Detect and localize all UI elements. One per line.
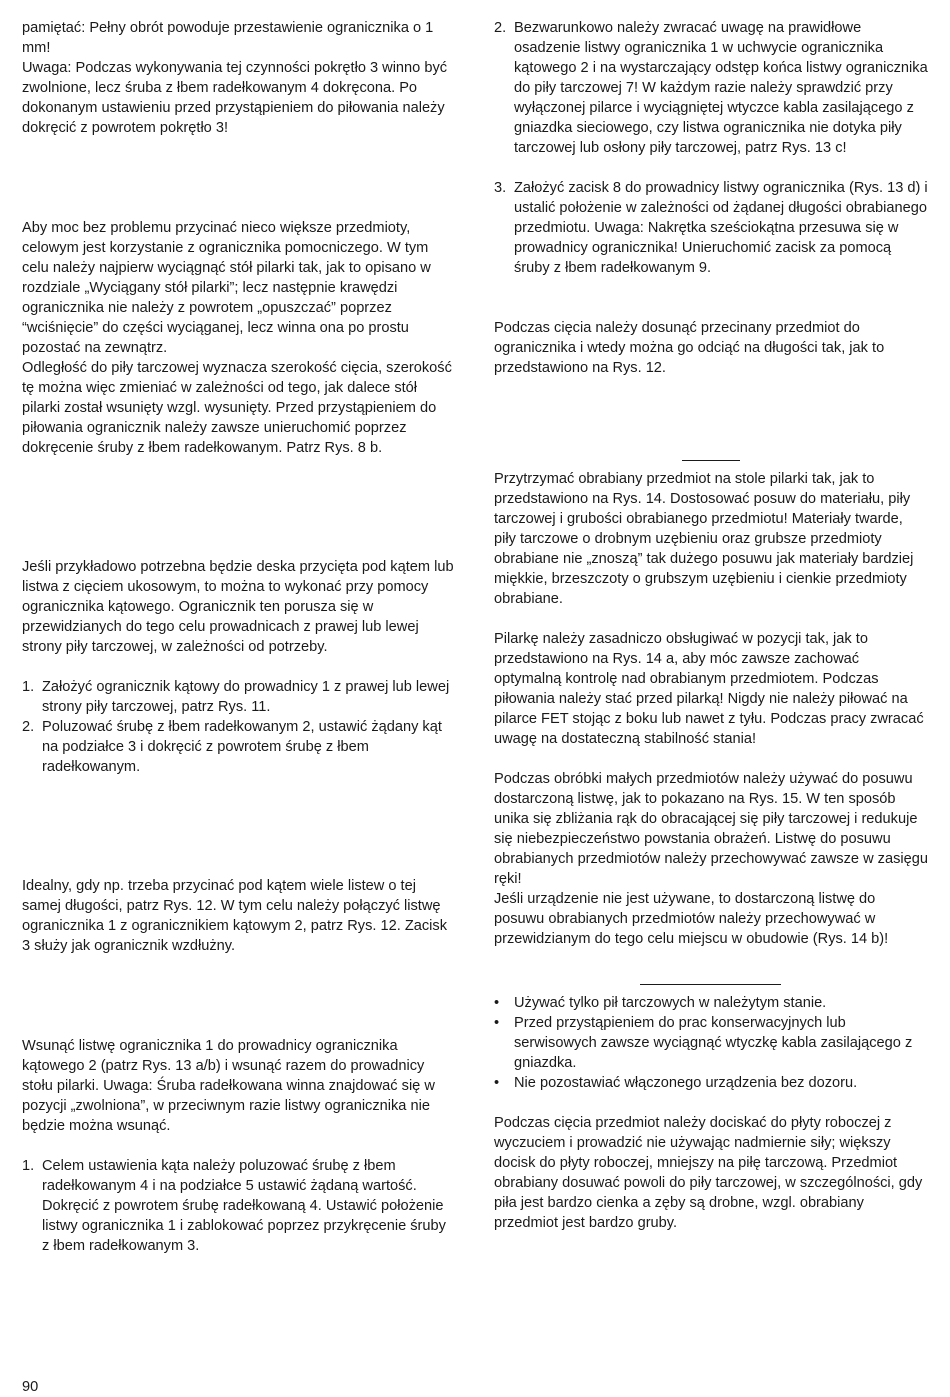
list-text: Poluzować śrubę z łbem radełkowanym 2, ustawić żądany kąt na podziałce 3 i dokręcić z powrotem śrubę z łbem radełkowanym.	[42, 719, 442, 775]
list-number: 3.	[494, 180, 507, 196]
numbered-list	[22, 677, 456, 777]
list-item	[494, 178, 928, 278]
paragraph: Idealny, gdy np. trzeba przycinać pod kątem wiele listew o tej samej długości, patrz Rys. 12. W tym celu należy połączyć listwę ogranicznika 1 z ogranicznikiem kątowym 2, patrz Rys. 12. Zacisk 3 służy jak ogranicznik wzdłużny.	[22, 878, 448, 954]
bullet-item	[494, 1073, 928, 1093]
list-number: 2.	[494, 20, 507, 36]
bullet-item	[494, 993, 928, 1013]
bullet-list	[494, 993, 928, 1093]
section-divider	[682, 460, 740, 461]
list-number: 1.	[22, 1158, 35, 1174]
section-divider	[640, 984, 781, 985]
bullet-icon: •	[494, 1015, 500, 1031]
paragraph: Podczas cięcia należy dosunąć przecinany przedmiot do ogranicznika i wtedy można go odciąć na długości tak, jak to przedstawiono na Rys. 12.	[494, 320, 885, 376]
text-block-mitre-gauge	[22, 557, 456, 777]
list-text: Celem ustawienia kąta należy poluzować śrubę z łbem radełkowanym 4 i na podziałce 5 ustawić żądaną wartość. Dokręcić z powrotem śrubę radełkowaną 4. Ustawić położenie listwy ogranicznika 1 i zablokować poprzez przykręcenie śruby z łbem radełkowanym 3.	[42, 1158, 446, 1254]
paragraph: Uwaga: Podczas wykonywania tej czynności pokrętło 3 winno być zwolnione, lecz śruba z łbem radełkowanym 4 dokręcona. Po dokonanym ustawieniu przed przystąpieniem do piłowania należy dokręcić z powrotem pokrętło 3!	[22, 60, 448, 136]
list-number: 2.	[22, 719, 35, 735]
numbered-list	[494, 18, 928, 278]
list-item	[22, 717, 456, 777]
bullet-item	[494, 1013, 928, 1073]
bullet-text: Używać tylko pił tarczowych w należytym stanie.	[514, 995, 827, 1011]
list-item	[22, 1156, 456, 1256]
paragraph: Podczas cięcia przedmiot należy dociskać do płyty roboczej z wyczuciem i prowadzić nie używając nadmiernie siły; większy docisk do płyty roboczej, mniejszy na piłę tarczową. Przedmiot obrabiany dosuwać powoli do piły tarczowej, w szczególności, gdy piła jest bardzo cienka a zęby są drobne, wzgl. obrabiany przedmiot jest bardzo gruby.	[494, 1115, 923, 1231]
list-text: Założyć zacisk 8 do prowadnicy listwy ogranicznika (Rys. 13 d) i ustalić położenie w zależności od żądanej długości obrabianego przedmiotu. Uwaga: Nakrętka sześciokątna przesuwa się w prowadnicy ogranicznika! Unieruchomić zacisk za pomocą śruby z łbem radełkowanym 9.	[514, 180, 928, 276]
text-block-cutting	[494, 318, 928, 378]
list-item	[494, 18, 928, 158]
page-number: 90	[22, 1379, 39, 1395]
text-block-length-stop	[22, 876, 456, 956]
bullet-icon: •	[494, 995, 500, 1011]
paragraph: Pilarkę należy zasadniczo obsługiwać w pozycji tak, jak to przedstawiono na Rys. 14 a, aby móc zawsze zachować optymalną kontrolę nad obrabianym przedmiotem. Podczas piłowania należy stać przed pilarką! Nigdy nie należy piłować na pilarce FET stojąc z boku lub nawet z tyłu. Podczas pracy zwracać uwagę na dostateczną stabilność stania!	[494, 631, 924, 747]
list-item	[22, 677, 456, 717]
text-block-adjustment-note	[22, 18, 456, 138]
list-number: 1.	[22, 679, 35, 695]
paragraph: Podczas obróbki małych przedmiotów należy używać do posuwu dostarczoną listwę, jak to pokazano na Rys. 15. W ten sposób unika się zbliżania rąk do obracającej się piły tarczowej i redukuje się niebezpieczeństwo powstania obrażeń. Listwę do posuwu obrabianych przedmiotów należy przechowywać zawsze w zasięgu ręki!	[494, 771, 928, 887]
text-block-safety	[494, 993, 928, 1233]
paragraph: Aby moc bez problemu przycinać nieco większe przedmioty, celowym jest korzystanie z ogranicznika pomocniczego. W tym celu należy najpierw wyciągnąć stół pilarki tak, jak to opisano w rozdziale „Wyciągany stół pilarki”; lecz następnie krawędzi ogranicznika nie należy z powrotem „opuszczać” poprzez “wciśnięcie” do części wyciąganej, lecz winna ona po prostu pozostać na zewnątrz.	[22, 220, 431, 356]
text-block-feed	[494, 469, 928, 949]
bullet-text: Przed przystąpieniem do prac konserwacyjnych lub serwisowych zawsze wyciągnąć wtyczkę kabla zasilającego z gniazdka.	[514, 1015, 913, 1071]
paragraph: pamiętać: Pełny obrót powoduje przestawienie ogranicznika o 1 mm!	[22, 20, 434, 56]
numbered-list	[22, 1156, 456, 1256]
paragraph: Jeśli przykładowo potrzebna będzie deska przycięta pod kątem lub listwa z cięciem ukosowym, to można to wykonać przy pomocy ogranicznika kątowego. Ogranicznik ten porusza się w przewidzianych do tego celu prowadnicach z prawej lub lewej strony piły tarczowej, w zależności od potrzeby.	[22, 559, 454, 655]
bullet-text: Nie pozostawiać włączonego urządzenia bez dozoru.	[514, 1075, 858, 1091]
list-text: Założyć ogranicznik kątowy do prowadnicy 1 z prawej lub lewej strony piły tarczowej, patrz Rys. 11.	[42, 679, 450, 715]
text-block-fence-insertion	[22, 1036, 456, 1256]
list-text: Bezwarunkowo należy zwracać uwagę na prawidłowe osadzenie listwy ogranicznika 1 w uchwycie ogranicznika kątowego 2 i na wystarczający odstęp końca listwy ogranicznika do piły tarczowej 7! W każdym razie należy sprawdzić przy wyłączonej pilarce i wyciągniętej wtyczce kabla zasilającego z gniazdka sieciowego, czy listwa ogranicznika nie dotyka piły tarczowej lub osłony piły tarczowej, patrz Rys. 13 c!	[514, 20, 928, 156]
text-block-auxiliary-fence	[22, 218, 456, 458]
paragraph: Przytrzymać obrabiany przedmiot na stole pilarki tak, jak to przedstawiono na Rys. 14. Dostosować posuw do materiału, piły tarczowej i grubości obrabianego przedmiotu! Materiały twarde, piły tarczowe o drobnym uzębieniu oraz grubsze przedmioty obrabiane nie „znoszą” tak dużego posuwu jak materiały bardziej miękkie, brzeszczoty o grubszym uzębieniu i cienkie przedmioty obrabiane.	[494, 471, 914, 607]
paragraph: Wsunąć listwę ogranicznika 1 do prowadnicy ogranicznika kątowego 2 (patrz Rys. 13 a/b) i wsunąć razem do prowadnicy stołu pilarki. Uwaga: Śruba radełkowana winna znajdować się w pozycji „zwolniona”, w przeciwnym razie listwy ogranicznika nie będzie można wsunąć.	[22, 1038, 435, 1134]
bullet-icon: •	[494, 1075, 500, 1091]
paragraph: Jeśli urządzenie nie jest używane, to dostarczoną listwę do posuwu obrabianych przedmiotów należy przechowywać w przewidzianym do tego celu miejscu w obudowie (Rys. 14 b)!	[494, 891, 889, 947]
paragraph: Odległość do piły tarczowej wyznacza szerokość cięcia, szerokość tę można więc zmieniać w zależności od tego, jak dalece stół pilarki został wsunięty wzgl. wysunięty. Przed przystąpieniem do piłowania ogranicznik należy zawsze unieruchomić poprzez dokręcenie śruby z łbem radełkowanym. Patrz Rys. 8 b.	[22, 360, 452, 456]
